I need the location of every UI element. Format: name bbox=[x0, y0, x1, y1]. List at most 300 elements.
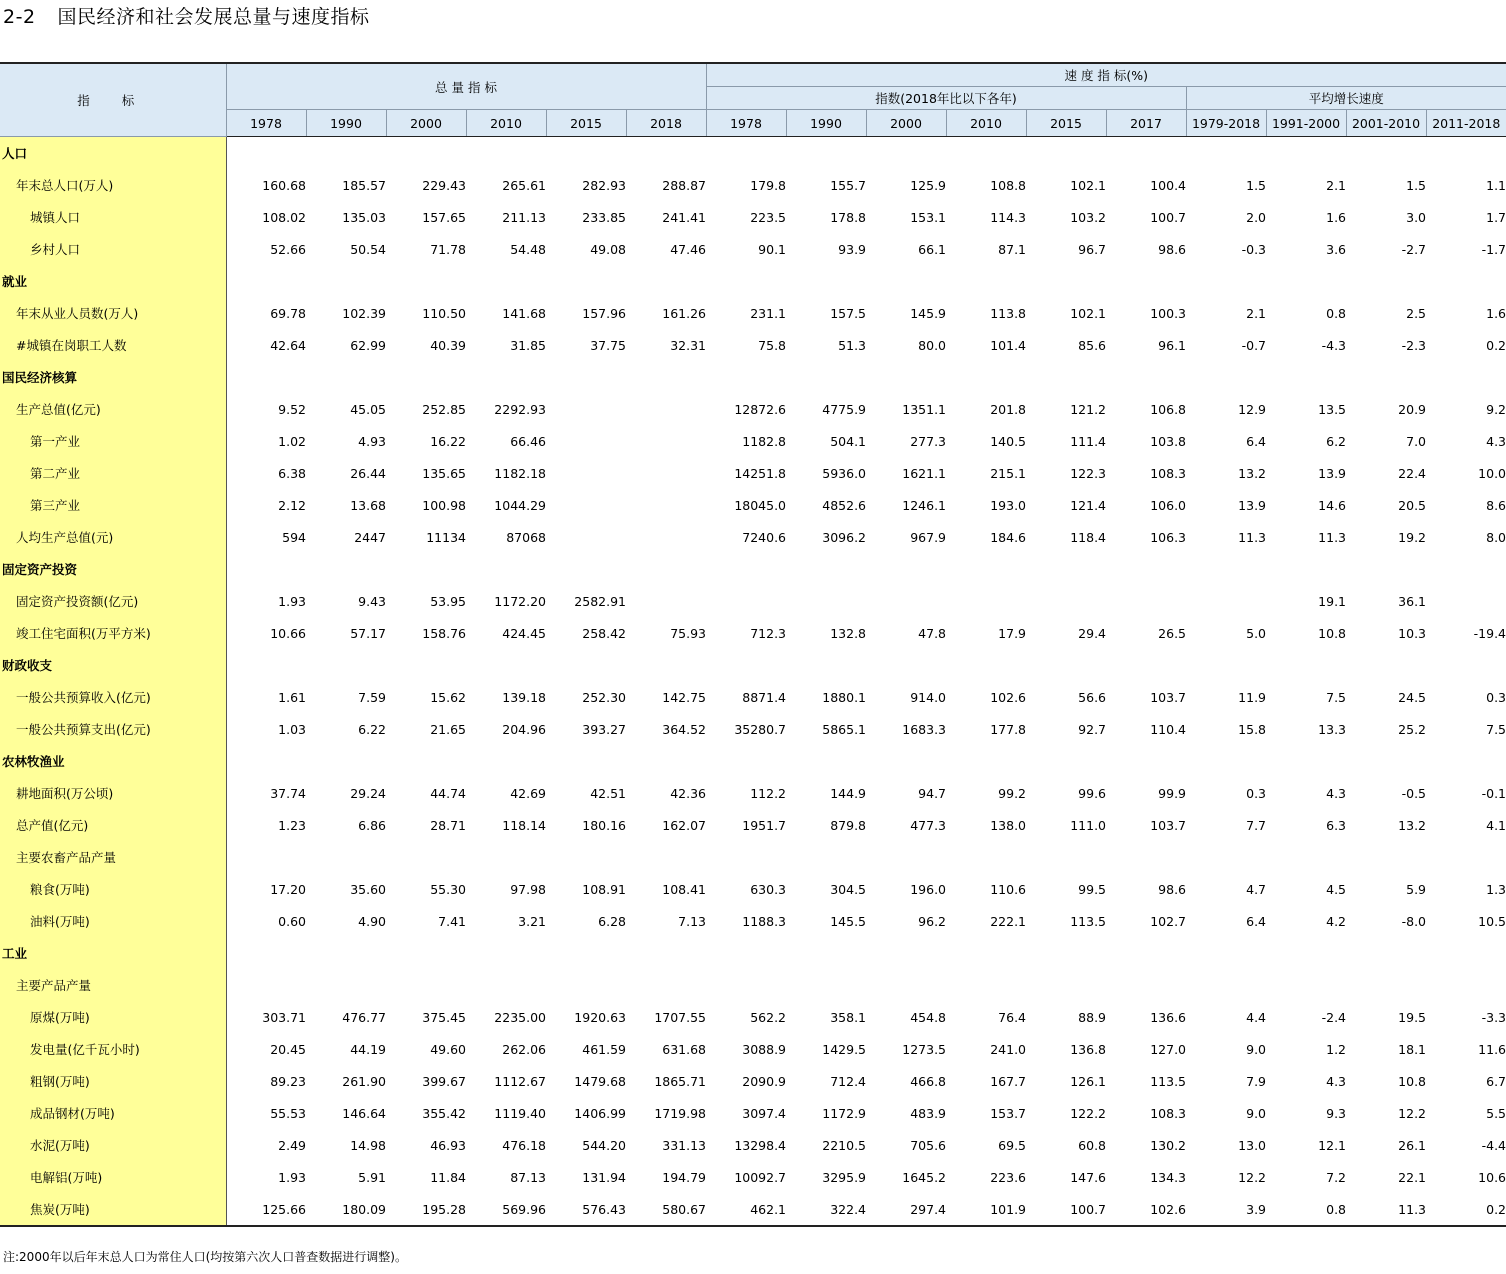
table-row bbox=[0, 905, 1506, 937]
value-cell bbox=[226, 265, 306, 297]
value-cell bbox=[866, 361, 946, 393]
indicator-label: 年末从业人员数(万人) bbox=[0, 297, 226, 329]
value-cell bbox=[946, 137, 1026, 170]
value-cell: 145.5 bbox=[830, 913, 867, 929]
value-cell: 90.1 bbox=[758, 241, 787, 257]
indicator-label: 油料(万吨) bbox=[0, 905, 226, 937]
value-cell bbox=[546, 649, 626, 681]
value-cell: 42.36 bbox=[670, 785, 707, 801]
value-cell bbox=[1026, 937, 1106, 969]
value-cell: 44.74 bbox=[430, 785, 466, 801]
value-cell: 4.7 bbox=[1246, 881, 1267, 897]
value-cell: 125.66 bbox=[226, 1193, 306, 1226]
value-cell: 66.1 bbox=[918, 241, 947, 257]
category-row bbox=[0, 745, 1506, 777]
value-cell: 51.3 bbox=[838, 337, 867, 353]
value-cell bbox=[1266, 969, 1346, 1001]
value-cell bbox=[1186, 265, 1266, 297]
value-cell: 4.93 bbox=[358, 433, 386, 449]
value-cell: 146.64 bbox=[342, 1105, 386, 1121]
value-cell bbox=[466, 745, 546, 777]
value-cell: 6.86 bbox=[358, 817, 386, 833]
value-cell: 6.4 bbox=[1246, 913, 1267, 929]
value-cell bbox=[466, 265, 546, 297]
value-cell bbox=[226, 137, 306, 170]
value-cell: 2.12 bbox=[278, 497, 306, 513]
value-cell: 12.2 bbox=[1398, 1105, 1427, 1121]
value-cell: 88.9 bbox=[1078, 1009, 1107, 1025]
value-cell: 100.3 bbox=[1150, 305, 1187, 321]
value-cell: -2.4 bbox=[1321, 1009, 1347, 1025]
value-cell bbox=[1106, 361, 1186, 393]
value-cell: 18.1 bbox=[1398, 1041, 1427, 1057]
value-cell: 5.0 bbox=[1246, 625, 1267, 641]
value-cell: 136.8 bbox=[1070, 1041, 1107, 1057]
value-cell bbox=[1186, 361, 1266, 393]
value-cell: 252.85 bbox=[422, 401, 466, 417]
value-cell: 155.7 bbox=[830, 177, 867, 193]
indicator-label: 原煤(万吨) bbox=[0, 1001, 226, 1033]
table-row bbox=[0, 1001, 1506, 1033]
value-cell bbox=[866, 745, 946, 777]
value-cell: 424.45 bbox=[502, 625, 546, 641]
value-cell: 1.5 bbox=[1246, 177, 1267, 193]
category-label: 财政收支 bbox=[0, 649, 226, 681]
value-cell bbox=[1266, 937, 1346, 969]
value-cell bbox=[786, 937, 866, 969]
value-cell: 13.68 bbox=[350, 497, 386, 513]
table-row bbox=[0, 169, 1506, 201]
value-cell: 13298.4 bbox=[734, 1137, 787, 1153]
value-cell bbox=[1186, 937, 1266, 969]
value-cell: 14251.8 bbox=[734, 465, 787, 481]
value-cell: 57.17 bbox=[350, 625, 386, 641]
value-cell: 204.96 bbox=[502, 721, 546, 737]
value-cell: 36.1 bbox=[1398, 593, 1427, 609]
value-cell: 132.8 bbox=[830, 625, 867, 641]
value-cell: 562.2 bbox=[750, 1009, 787, 1025]
index-year-header: 2015 bbox=[1026, 110, 1106, 137]
value-cell bbox=[866, 553, 946, 585]
indicator-label: 固定资产投资额(亿元) bbox=[0, 585, 226, 617]
value-cell: 233.85 bbox=[582, 209, 626, 225]
value-cell: 157.96 bbox=[582, 305, 626, 321]
table-row bbox=[0, 809, 1506, 841]
average-period-header: 2011-2018 bbox=[1426, 110, 1506, 137]
value-cell bbox=[626, 745, 706, 777]
value-cell: 16.22 bbox=[430, 433, 466, 449]
table-body bbox=[0, 137, 1506, 1227]
value-cell: 20.45 bbox=[270, 1041, 306, 1057]
value-cell bbox=[626, 969, 706, 1001]
indicator-label: 一般公共预算支出(亿元) bbox=[0, 713, 226, 745]
value-cell: 1.6 bbox=[1486, 305, 1506, 321]
value-cell: 118.14 bbox=[502, 817, 546, 833]
value-cell: 3096.2 bbox=[822, 529, 867, 545]
value-cell: 9.52 bbox=[278, 401, 306, 417]
value-cell: 162.07 bbox=[662, 817, 707, 833]
table-row bbox=[0, 841, 1506, 873]
value-cell: 158.76 bbox=[422, 625, 466, 641]
value-cell: 6.4 bbox=[1246, 433, 1267, 449]
value-cell bbox=[386, 841, 466, 873]
value-cell: 1273.5 bbox=[902, 1041, 947, 1057]
value-cell: 11134 bbox=[426, 529, 466, 545]
value-cell: 879.8 bbox=[830, 817, 867, 833]
table-row bbox=[0, 1065, 1506, 1097]
value-cell: 3295.9 bbox=[822, 1169, 867, 1185]
value-cell bbox=[306, 745, 386, 777]
value-cell: 145.9 bbox=[910, 305, 947, 321]
table-row bbox=[0, 1161, 1506, 1193]
value-cell bbox=[226, 553, 306, 585]
value-cell: 69.5 bbox=[998, 1137, 1027, 1153]
value-cell bbox=[1026, 137, 1106, 170]
value-cell: 2447 bbox=[354, 529, 386, 545]
value-cell: 483.9 bbox=[910, 1105, 947, 1121]
table-row bbox=[0, 617, 1506, 649]
value-cell: 157.65 bbox=[422, 209, 466, 225]
value-cell: 108.3 bbox=[1150, 465, 1187, 481]
value-cell: -0.7 bbox=[1241, 337, 1267, 353]
value-cell: 11.6 bbox=[1478, 1041, 1506, 1057]
value-cell: 10.3 bbox=[1398, 625, 1427, 641]
value-cell: 14.6 bbox=[1318, 497, 1347, 513]
value-cell: 1.3 bbox=[1486, 881, 1506, 897]
value-cell bbox=[306, 649, 386, 681]
value-cell bbox=[1346, 265, 1426, 297]
value-cell: 24.5 bbox=[1398, 689, 1427, 705]
indicator-label: 一般公共预算收入(亿元) bbox=[0, 681, 226, 713]
indicator-label: 总产值(亿元) bbox=[0, 809, 226, 841]
value-cell: 544.20 bbox=[582, 1137, 626, 1153]
value-cell bbox=[626, 521, 706, 553]
value-cell bbox=[1186, 969, 1266, 1001]
indicator-label: 成品钢材(万吨) bbox=[0, 1097, 226, 1129]
table-header bbox=[0, 63, 1506, 137]
value-cell: 118.4 bbox=[1070, 529, 1107, 545]
value-cell bbox=[546, 937, 626, 969]
value-cell: 161.26 bbox=[662, 305, 707, 321]
value-cell: 44.19 bbox=[350, 1041, 386, 1057]
value-cell: 160.68 bbox=[262, 177, 306, 193]
indicator-label: 发电量(亿千瓦小时) bbox=[0, 1033, 226, 1065]
value-cell: 1188.3 bbox=[742, 913, 787, 929]
value-cell: 13.9 bbox=[1238, 497, 1267, 513]
value-cell: 7.41 bbox=[438, 913, 466, 929]
value-cell bbox=[386, 137, 466, 170]
value-cell: 277.3 bbox=[910, 433, 947, 449]
value-cell bbox=[466, 841, 546, 873]
value-cell: 153.7 bbox=[990, 1105, 1027, 1121]
index-header: 指数(2018年比以下各年) bbox=[706, 87, 1186, 110]
value-cell: 3.6 bbox=[1326, 241, 1347, 257]
table-row bbox=[0, 585, 1506, 617]
indicator-label: #城镇在岗职工人数 bbox=[0, 329, 226, 361]
value-cell: 6.22 bbox=[358, 721, 386, 737]
value-cell: 99.2 bbox=[998, 785, 1027, 801]
value-cell: 140.5 bbox=[990, 433, 1027, 449]
value-cell: 7.7 bbox=[1246, 817, 1267, 833]
value-cell: 134.3 bbox=[1150, 1169, 1187, 1185]
value-cell: 108.02 bbox=[262, 209, 306, 225]
value-cell: 142.75 bbox=[662, 689, 707, 705]
value-cell: 1182.18 bbox=[494, 465, 546, 481]
value-cell: 1044.29 bbox=[494, 497, 546, 513]
value-cell: 111.0 bbox=[1070, 817, 1107, 833]
value-cell: 108.91 bbox=[582, 881, 626, 897]
value-cell bbox=[786, 553, 866, 585]
value-cell: 3.0 bbox=[1406, 209, 1427, 225]
value-cell: 195.28 bbox=[386, 1193, 466, 1226]
indicator-label: 主要农畜产品产量 bbox=[0, 841, 226, 873]
value-cell: 19.5 bbox=[1398, 1009, 1427, 1025]
value-cell bbox=[866, 969, 946, 1001]
value-cell bbox=[1266, 265, 1346, 297]
value-cell: 26.44 bbox=[350, 465, 386, 481]
value-cell: 454.8 bbox=[910, 1009, 947, 1025]
value-cell: 223.6 bbox=[990, 1169, 1027, 1185]
value-cell: 99.6 bbox=[1078, 785, 1107, 801]
value-cell: 17.20 bbox=[270, 881, 306, 897]
value-cell: 32.31 bbox=[670, 337, 707, 353]
category-row bbox=[0, 649, 1506, 681]
value-cell bbox=[306, 969, 386, 1001]
value-cell bbox=[466, 137, 546, 170]
indicator-label: 电解铝(万吨) bbox=[0, 1161, 226, 1193]
value-cell: 98.6 bbox=[1158, 241, 1187, 257]
value-cell bbox=[1186, 553, 1266, 585]
table-title: 国民经济和社会发展总量与速度指标 bbox=[57, 6, 370, 28]
value-cell bbox=[306, 937, 386, 969]
value-cell: 10092.7 bbox=[734, 1169, 787, 1185]
value-cell: 3.21 bbox=[518, 913, 546, 929]
value-cell: 9.0 bbox=[1246, 1105, 1267, 1121]
value-cell: 111.4 bbox=[1070, 433, 1107, 449]
value-cell: 167.7 bbox=[990, 1073, 1027, 1089]
value-cell: 112.2 bbox=[750, 785, 787, 801]
value-cell: 1865.71 bbox=[654, 1073, 707, 1089]
speed-indicator-header: 速 度 指 标(%) bbox=[706, 63, 1506, 87]
value-cell: 1.93 bbox=[278, 1169, 306, 1185]
value-cell: 75.93 bbox=[670, 625, 707, 641]
table-row bbox=[0, 297, 1506, 329]
value-cell bbox=[306, 361, 386, 393]
value-cell: 96.2 bbox=[918, 913, 947, 929]
value-cell: 1621.1 bbox=[902, 465, 947, 481]
value-cell: 13.0 bbox=[1238, 1137, 1267, 1153]
value-cell: 4.3 bbox=[1326, 1073, 1347, 1089]
total-year-header: 2010 bbox=[466, 110, 546, 137]
value-cell bbox=[546, 425, 626, 457]
value-cell: 282.93 bbox=[582, 177, 626, 193]
value-cell bbox=[1186, 585, 1266, 617]
value-cell: 0.8 bbox=[1266, 1193, 1346, 1226]
value-cell: 5.5 bbox=[1486, 1105, 1506, 1121]
value-cell: 2.1 bbox=[1326, 177, 1347, 193]
value-cell: 1645.2 bbox=[902, 1169, 947, 1185]
value-cell bbox=[626, 937, 706, 969]
value-cell bbox=[1346, 841, 1426, 873]
value-cell: 12.1 bbox=[1318, 1137, 1347, 1153]
value-cell: 26.1 bbox=[1398, 1137, 1427, 1153]
value-cell bbox=[1106, 553, 1186, 585]
value-cell bbox=[386, 745, 466, 777]
value-cell: 25.2 bbox=[1398, 721, 1427, 737]
value-cell bbox=[1026, 585, 1106, 617]
value-cell bbox=[466, 361, 546, 393]
category-label: 就业 bbox=[0, 265, 226, 297]
value-cell: 1.2 bbox=[1326, 1041, 1347, 1057]
value-cell bbox=[306, 841, 386, 873]
value-cell bbox=[786, 361, 866, 393]
value-cell: 355.42 bbox=[422, 1105, 466, 1121]
value-cell: 17.9 bbox=[998, 625, 1027, 641]
value-cell: 4.4 bbox=[1246, 1009, 1267, 1025]
value-cell: 35.60 bbox=[350, 881, 386, 897]
value-cell bbox=[706, 265, 786, 297]
indicator-label: 主要产品产量 bbox=[0, 969, 226, 1001]
value-cell: 3097.4 bbox=[742, 1105, 787, 1121]
value-cell: 42.69 bbox=[510, 785, 546, 801]
value-cell bbox=[226, 841, 306, 873]
value-cell: 100.4 bbox=[1150, 177, 1187, 193]
value-cell: 193.0 bbox=[990, 497, 1027, 513]
value-cell bbox=[1026, 553, 1106, 585]
value-cell: 180.16 bbox=[582, 817, 626, 833]
value-cell: 1.03 bbox=[278, 721, 306, 737]
value-cell bbox=[386, 649, 466, 681]
table-row bbox=[0, 393, 1506, 425]
value-cell: 113.8 bbox=[990, 305, 1027, 321]
value-cell bbox=[226, 745, 306, 777]
value-cell: 12.2 bbox=[1238, 1169, 1267, 1185]
value-cell bbox=[226, 649, 306, 681]
value-cell: 8.0 bbox=[1486, 529, 1506, 545]
value-cell: 138.0 bbox=[990, 817, 1027, 833]
value-cell: 50.54 bbox=[350, 241, 386, 257]
value-cell bbox=[546, 521, 626, 553]
value-cell: 97.98 bbox=[510, 881, 546, 897]
value-cell bbox=[226, 937, 306, 969]
value-cell: 60.8 bbox=[1078, 1137, 1107, 1153]
value-cell bbox=[1106, 649, 1186, 681]
value-cell bbox=[1426, 137, 1506, 170]
value-cell: 103.7 bbox=[1150, 689, 1187, 705]
value-cell bbox=[1426, 649, 1506, 681]
value-cell: 28.71 bbox=[430, 817, 466, 833]
value-cell: 1.7 bbox=[1486, 209, 1506, 225]
value-cell: 89.23 bbox=[270, 1073, 306, 1089]
value-cell: 10.0 bbox=[1478, 465, 1506, 481]
value-cell: 135.03 bbox=[342, 209, 386, 225]
value-cell: 125.9 bbox=[910, 177, 947, 193]
category-row bbox=[0, 937, 1506, 969]
statistics-table bbox=[0, 62, 1506, 1227]
value-cell: 9.2 bbox=[1486, 401, 1506, 417]
value-cell: 1880.1 bbox=[822, 689, 867, 705]
value-cell: 19.1 bbox=[1318, 593, 1347, 609]
value-cell: 9.3 bbox=[1326, 1105, 1347, 1121]
value-cell: 7.59 bbox=[358, 689, 386, 705]
value-cell: 2582.91 bbox=[574, 593, 626, 609]
value-cell: 110.4 bbox=[1150, 721, 1187, 737]
value-cell: 504.1 bbox=[830, 433, 867, 449]
average-period-header: 1991-2000 bbox=[1266, 110, 1346, 137]
value-cell: 461.59 bbox=[582, 1041, 626, 1057]
value-cell bbox=[626, 137, 706, 170]
value-cell: 6.7 bbox=[1486, 1073, 1506, 1089]
value-cell: 1.23 bbox=[278, 817, 306, 833]
value-cell: -0.1 bbox=[1481, 785, 1506, 801]
table-row bbox=[0, 777, 1506, 809]
value-cell: 1.5 bbox=[1406, 177, 1427, 193]
value-cell bbox=[546, 361, 626, 393]
table-row bbox=[0, 713, 1506, 745]
value-cell: 15.62 bbox=[430, 689, 466, 705]
value-cell bbox=[1346, 937, 1426, 969]
value-cell: 139.18 bbox=[502, 689, 546, 705]
value-cell: 8871.4 bbox=[742, 689, 787, 705]
value-cell: 53.95 bbox=[430, 593, 466, 609]
year-header-row bbox=[0, 110, 1506, 137]
value-cell: 358.1 bbox=[830, 1009, 867, 1025]
value-cell: 92.7 bbox=[1078, 721, 1107, 737]
table-row bbox=[0, 969, 1506, 1001]
value-cell: 7240.6 bbox=[742, 529, 787, 545]
value-cell: 113.5 bbox=[1070, 913, 1107, 929]
value-cell bbox=[626, 553, 706, 585]
value-cell: 108.8 bbox=[990, 177, 1027, 193]
value-cell bbox=[1186, 649, 1266, 681]
value-cell: 103.7 bbox=[1150, 817, 1187, 833]
value-cell: 87068 bbox=[506, 529, 546, 545]
value-cell bbox=[946, 841, 1026, 873]
value-cell bbox=[386, 265, 466, 297]
value-cell: 297.4 bbox=[866, 1193, 946, 1226]
value-cell bbox=[626, 457, 706, 489]
value-cell: 462.1 bbox=[706, 1193, 786, 1226]
value-cell bbox=[1266, 553, 1346, 585]
value-cell: 6.38 bbox=[278, 465, 306, 481]
value-cell bbox=[1266, 841, 1346, 873]
value-cell bbox=[1346, 361, 1426, 393]
value-cell: 0.3 bbox=[1246, 785, 1267, 801]
total-indicator-header: 总 量 指 标 bbox=[226, 63, 706, 110]
value-cell: 108.41 bbox=[662, 881, 707, 897]
value-cell bbox=[386, 553, 466, 585]
value-cell bbox=[706, 137, 786, 170]
table-row bbox=[0, 521, 1506, 553]
value-cell: 94.7 bbox=[918, 785, 947, 801]
value-cell: 0.60 bbox=[278, 913, 306, 929]
value-cell: 47.8 bbox=[918, 625, 947, 641]
value-cell bbox=[1026, 745, 1106, 777]
value-cell: 466.8 bbox=[910, 1073, 947, 1089]
value-cell: 375.45 bbox=[422, 1009, 466, 1025]
value-cell: 7.5 bbox=[1326, 689, 1347, 705]
value-cell: 75.8 bbox=[758, 337, 787, 353]
value-cell: 12872.6 bbox=[734, 401, 787, 417]
value-cell: -4.3 bbox=[1321, 337, 1347, 353]
value-cell bbox=[546, 265, 626, 297]
value-cell bbox=[1266, 649, 1346, 681]
value-cell bbox=[786, 969, 866, 1001]
value-cell: 13.9 bbox=[1318, 465, 1347, 481]
table-row bbox=[0, 1097, 1506, 1129]
value-cell: 49.60 bbox=[430, 1041, 466, 1057]
value-cell bbox=[386, 969, 466, 1001]
